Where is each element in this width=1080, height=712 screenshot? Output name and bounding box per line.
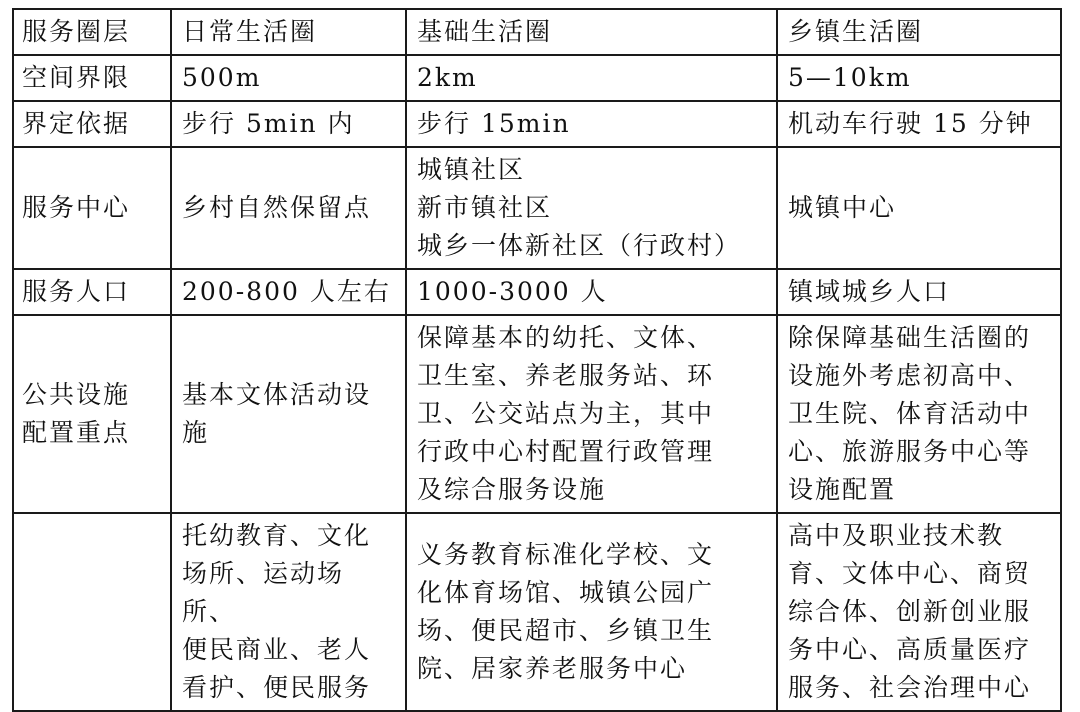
row-label — [13, 147, 171, 269]
row-label — [13, 101, 171, 147]
cell-text: 机动车行驶 15 分钟 — [788, 109, 1033, 138]
cell-text: 除保障基础生活圈的 设施外考虑初高中、 卫生院、体育活动中 心、旅游服务中心等 设施配置 — [788, 323, 1032, 504]
cell-text: 5—10km — [788, 63, 912, 92]
table-cell — [171, 147, 406, 269]
header-cell-town — [777, 9, 1061, 55]
row-label-text: 空间界限 — [22, 63, 131, 92]
table-row — [13, 315, 1061, 513]
cell-text: 步行 15min — [417, 109, 571, 138]
cell-text: 2km — [417, 63, 478, 92]
table-cell — [777, 101, 1061, 147]
cell-text: 保障基本的幼托、文体、 卫生室、养老服务站、环 卫、公交站点为主，其中 行政中心村配置行政管理 及综合服务设施 — [417, 323, 715, 504]
table-row — [13, 147, 1061, 269]
table-cell — [777, 147, 1061, 269]
header-text: 服务圈层 — [22, 17, 131, 46]
row-label-text: 界定依据 — [22, 109, 131, 138]
table-row — [13, 101, 1061, 147]
cell-text: 义务教育标准化学校、文 化体育场馆、城镇公园广 场、便民超市、乡镇卫生 院、居家养老服务中心 — [417, 540, 715, 683]
cell-text: 步行 5min 内 — [182, 109, 355, 138]
table-cell — [171, 55, 406, 101]
service-circle-table-wrap — [12, 8, 1062, 712]
table-cell — [171, 101, 406, 147]
table-cell — [777, 269, 1061, 315]
table-header-row — [13, 9, 1061, 55]
table-cell — [406, 55, 777, 101]
table-cell — [171, 269, 406, 315]
row-label — [13, 513, 171, 711]
table-row — [13, 55, 1061, 101]
header-cell-daily — [171, 9, 406, 55]
row-label — [13, 269, 171, 315]
table-cell — [777, 513, 1061, 711]
row-label — [13, 315, 171, 513]
table-cell — [171, 513, 406, 711]
cell-text: 城镇社区 新市镇社区 城乡一体新社区（行政村） — [417, 155, 742, 260]
table-cell — [777, 55, 1061, 101]
table-cell — [406, 315, 777, 513]
service-circle-table — [12, 8, 1062, 712]
table-cell — [406, 147, 777, 269]
table-cell — [171, 315, 406, 513]
cell-text: 500m — [182, 63, 262, 92]
cell-text: 城镇中心 — [788, 193, 897, 222]
table-cell — [777, 315, 1061, 513]
table-cell — [406, 269, 777, 315]
cell-text: 乡村自然保留点 — [182, 193, 372, 222]
header-cell-layer — [13, 9, 171, 55]
row-label-text: 服务中心 — [22, 193, 131, 222]
row-label — [13, 55, 171, 101]
cell-text: 托幼教育、文化 场所、运动场所、 便民商业、老人 看护、便民服务 — [182, 521, 372, 702]
row-label-text: 服务人口 — [22, 277, 131, 306]
header-text: 乡镇生活圈 — [788, 17, 924, 46]
row-label-text: 公共设施 配置重点 — [22, 380, 131, 447]
table-row — [13, 269, 1061, 315]
header-text: 日常生活圈 — [182, 17, 318, 46]
table-cell — [406, 513, 777, 711]
table-cell — [406, 101, 777, 147]
cell-text: 镇域城乡人口 — [788, 277, 951, 306]
header-cell-basic — [406, 9, 777, 55]
cell-text: 高中及职业技术教 育、文体中心、商贸 综合体、创新创业服 务中心、高质量医疗 服务、社会治理中心 — [788, 521, 1032, 702]
cell-text: 基本文体活动设 施 — [182, 380, 372, 447]
table-row — [13, 513, 1061, 711]
cell-text: 200-800 人左右 — [182, 277, 391, 306]
header-text: 基础生活圈 — [417, 17, 553, 46]
cell-text: 1000-3000 人 — [417, 277, 608, 306]
